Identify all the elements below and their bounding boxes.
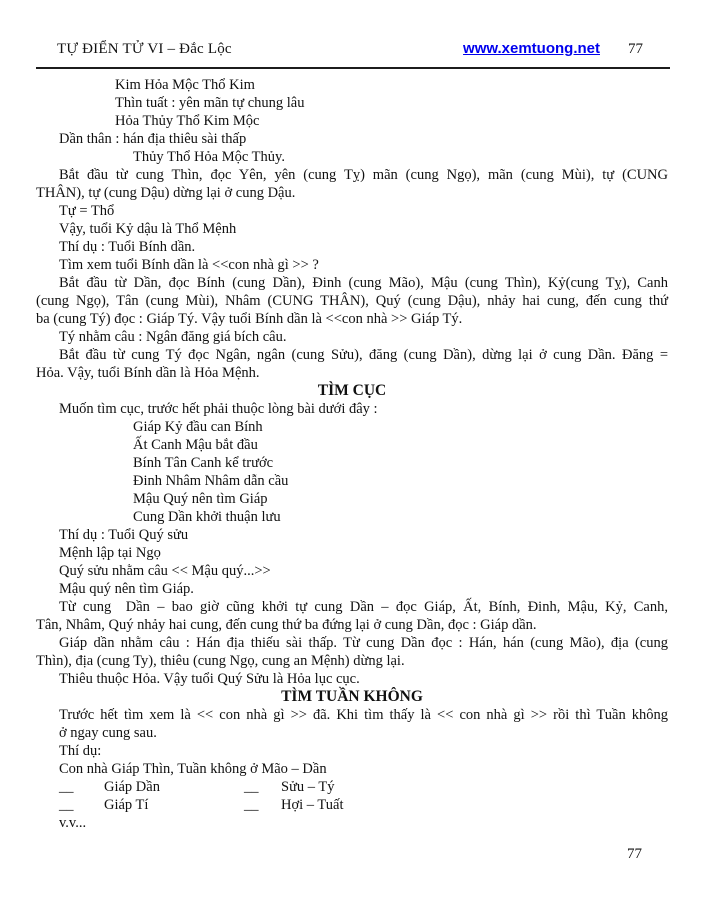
example-cell: __ <box>59 779 74 795</box>
website-link[interactable]: www.xemtuong.net <box>463 40 600 57</box>
text-line: Từ cung Dần – bao giờ cũng khởi tự cung Dần – đọc Giáp, Ất, Bính, Đinh, Mậu, Kỷ, Canh, <box>59 599 668 615</box>
text-line: THÂN), tự (cung Dậu) dừng lại ở cung Dậu. <box>36 185 296 201</box>
text-line: Thiêu thuộc Hỏa. Vậy tuổi Quý Sửu là Hỏa lục cục. <box>59 671 360 687</box>
text-line: Giáp Kỷ đầu can Bính <box>133 419 263 435</box>
text-line: (cung Ngọ), Tân (cung Mùi), Nhâm (CUNG THÂN), Quý (cung Dậu), nhảy hai cung, đến cung thứ <box>36 293 668 309</box>
text-line: v.v... <box>59 815 87 831</box>
text-line: Thìn tuất : yên mãn tự chung lâu <box>115 95 305 111</box>
example-row <box>36 778 668 796</box>
text-line: Bính Tân Canh kể trước <box>133 455 274 471</box>
example-cell: Giáp Tí <box>104 797 149 813</box>
example-cell: __ <box>59 797 74 813</box>
example-cell: __ <box>244 797 259 813</box>
text-line: Bắt đầu từ Dần, đọc Bính (cung Dần), Đinh (cung Mão), Mậu (cung Thìn), Kỷ(cung Tỵ), Canh <box>59 275 668 291</box>
text-line: Mậu quý nên tìm Giáp. <box>59 581 194 597</box>
example-cell: __ <box>244 779 259 795</box>
text-line: Thí dụ : Tuổi Quý sửu <box>59 527 189 543</box>
text-line: Muốn tìm cục, trước hết phải thuộc lòng bài dưới đây : <box>59 401 378 417</box>
example-cell: Hợi – Tuất <box>281 797 344 813</box>
text-line: Cung Dần khởi thuận lưu <box>133 509 281 525</box>
text-line: Bắt đầu từ cung Tý đọc Ngân, ngân (cung Sửu), đăng (cung Dần), dừng lại ở cung Dần. Đăng = <box>59 347 668 363</box>
text-line: Quý sửu nhằm câu << Mậu quý...>> <box>59 563 271 579</box>
example-row <box>36 796 668 814</box>
header-divider <box>36 67 670 69</box>
text-line: Dần thân : hán địa thiêu sài thấp <box>59 131 247 147</box>
text-line: Bắt đầu từ cung Thìn, đọc Yên, yên (cung Tỵ) mãn (cung Ngọ), mãn (cung Mùi), tự (CUNG <box>59 167 668 183</box>
header-page-number: 77 <box>628 41 643 57</box>
text-line: Thìn), địa (cung Ty), thiêu (cung Ngọ, cung an Mệnh) dừng lại. <box>36 653 405 669</box>
example-cell: Giáp Dần <box>104 779 160 795</box>
section-heading: TÌM TUẦN KHÔNG <box>281 688 423 705</box>
document-body <box>36 76 668 832</box>
text-line: Thí dụ : Tuổi Bính dần. <box>59 239 196 255</box>
header-title: TỰ ĐIỂN TỬ VI – Đắc Lộc <box>57 41 232 57</box>
text-line: Tý nhằm câu : Ngân đăng giá bích câu. <box>59 329 287 345</box>
text-line: ở ngay cung sau. <box>59 725 157 741</box>
text-line: Kim Hỏa Mộc Thổ Kim <box>115 77 255 93</box>
section-heading: TÌM CỤC <box>317 382 387 399</box>
text-line: Đinh Nhâm Nhâm dẫn cầu <box>133 473 289 489</box>
text-line: Mậu Quý nên tìm Giáp <box>133 491 268 507</box>
text-line: Hỏa. Vậy, tuổi Bính dần là Hỏa Mệnh. <box>36 365 260 381</box>
text-line: ba (cung Tý) đọc : Giáp Tý. Vậy tuổi Bính dần là <<con nhà >> Giáp Tý. <box>36 311 463 327</box>
page-header <box>57 40 643 58</box>
example-cell: Sửu – Tý <box>281 779 335 795</box>
text-line: Mệnh lập tại Ngọ <box>59 545 161 561</box>
text-line: Thí dụ: <box>59 743 102 759</box>
text-line: Tìm xem tuổi Bính dần là <<con nhà gì >> ? <box>59 257 319 273</box>
text-line: Vậy, tuổi Kỷ dậu là Thổ Mệnh <box>59 221 237 237</box>
text-line: Giáp dần nhằm câu : Hán địa thiếu sài thấp. Từ cung Dần đọc : Hán, hán (cung Mão), địa (cung <box>59 635 668 651</box>
text-line: Con nhà Giáp Thìn, Tuần không ở Mão – Dần <box>59 761 327 777</box>
text-line: Tân, Nhâm, Quý nhảy hai cung, đến cung thứ ba đứng lại ở cung Dần, đọc : Giáp dần. <box>36 617 537 633</box>
footer-page-number: 77 <box>627 846 642 862</box>
text-line: Thủy Thổ Hỏa Mộc Thủy. <box>133 149 285 165</box>
text-line: Tự = Thổ <box>59 203 115 219</box>
text-line: Trước hết tìm xem là << con nhà gì >> đã. Khi tìm thấy là << con nhà gì >> rồi thì Tuần không <box>59 707 668 723</box>
text-line: Ất Canh Mậu bắt đầu <box>133 437 258 453</box>
text-line: Hỏa Thủy Thổ Kim Mộc <box>115 113 260 129</box>
